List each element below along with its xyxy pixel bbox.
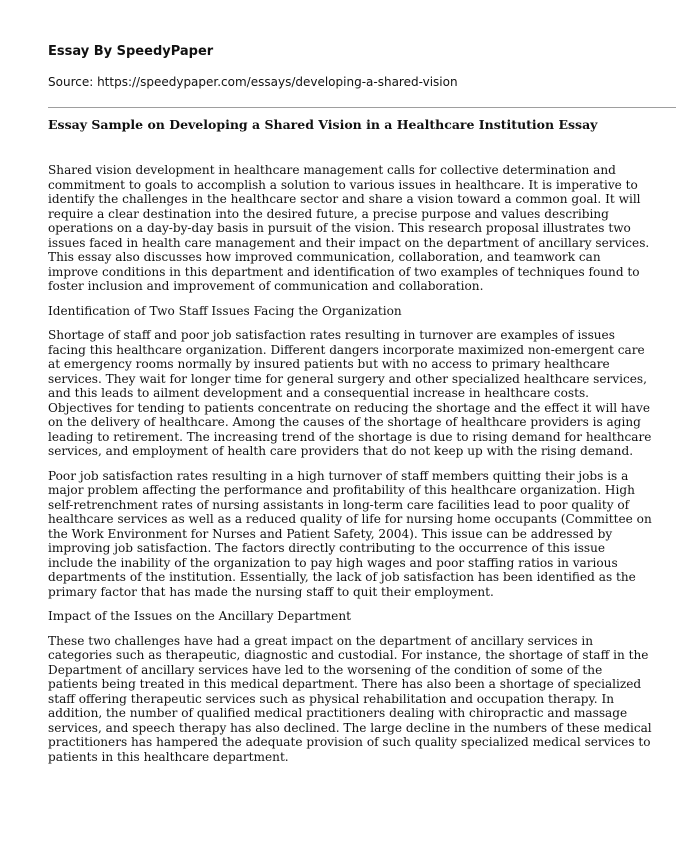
paragraph-staff-shortage: Shortage of staff and poor job satisfaction rates resulting in turnover are examples of issues facing this healthcare organization. Different dangers incorporate maximized non-emergent care at emergency rooms normally by insured patients but with no access to primary healthcare services. They wait for longer time for general surgery and other specialized healthcare services, and this leads to ailment development and a consequential increase in healthcare costs. Objectives for tending to patients concentrate on reducing the shortage and the effect it will have on the delivery of healthcare. Among the causes of the shortage of healthcare providers is aging leading to retirement. The increasing trend of the shortage is due to rising demand for healthcare services, and employment of health care providers that do not keep up with the rising demand. [48, 328, 652, 458]
paragraph-intro: Shared vision development in healthcare management calls for collective determination and commitment to goals to accomplish a solution to various issues in healthcare. It is imperative to identify the challenges in the healthcare sector and share a vision toward a common goal. It will require a clear destination into the desired future, a precise purpose and values describing operations on a day-by-day basis in pursuit of the vision. This research proposal illustrates two issues faced in health care management and their impact on the department of ancillary services. This essay also discusses how improved communication, collaboration, and teamwork can improve conditions in this department and identification of two examples of techniques found to foster inclusion and improvement of communication and collaboration. [48, 163, 650, 293]
section-heading-impact: Impact of the Issues on the Ancillary Department [48, 609, 351, 623]
paragraph-job-satisfaction: Poor job satisfaction rates resulting in a high turnover of staff members quitting their jobs is a major problem affecting the performance and profitability of this healthcare organization. High self-retrenchment rates of nursing assistants in long-term care facilities lead to poor quality of healthcare services as well as a reduced quality of life for nursing home occupants (Committee on the Work Environment for Nurses and Patient Safety, 2004). This issue can be addressed by improving job satisfaction. The factors directly contributing to the occurrence of this issue include the inability of the organization to pay high wages and poor staffing ratios in various departments of the institution. Essentially, the lack of job satisfaction has been identified as the primary factor that has made the nursing staff to quit their employment. [48, 468, 652, 599]
source-line: Source: https://speedypaper.com/essays/developing-a-shared-vision [48, 75, 458, 89]
section-heading-staff-issues: Identification of Two Staff Issues Facing the Organization [48, 303, 402, 318]
site-title: Essay By SpeedyPaper [48, 44, 214, 59]
essay-body [48, 163, 652, 764]
paragraph-impact: These two challenges have had a great impact on the department of ancillary services in categories such as therapeutic, diagnostic and custodial. For instance, the shortage of staff in the Department of ancillary services have led to the worsening of the condition of some of the patients being treated in this medical department. There has also been a shortage of specialized staff offering therapeutic services such as physical rehabilitation and occupation therapy. In addition, the number of qualified medical practitioners dealing with chiropractic and massage services, and speech therapy has also declined. The large decline in the numbers of these medical practitioners has hampered the adequate provision of such quality specialized medical services to patients in this healthcare department. [48, 633, 652, 764]
essay-title: Essay Sample on Developing a Shared Vision in a Healthcare Institution Essay [48, 117, 598, 132]
divider [48, 107, 676, 108]
